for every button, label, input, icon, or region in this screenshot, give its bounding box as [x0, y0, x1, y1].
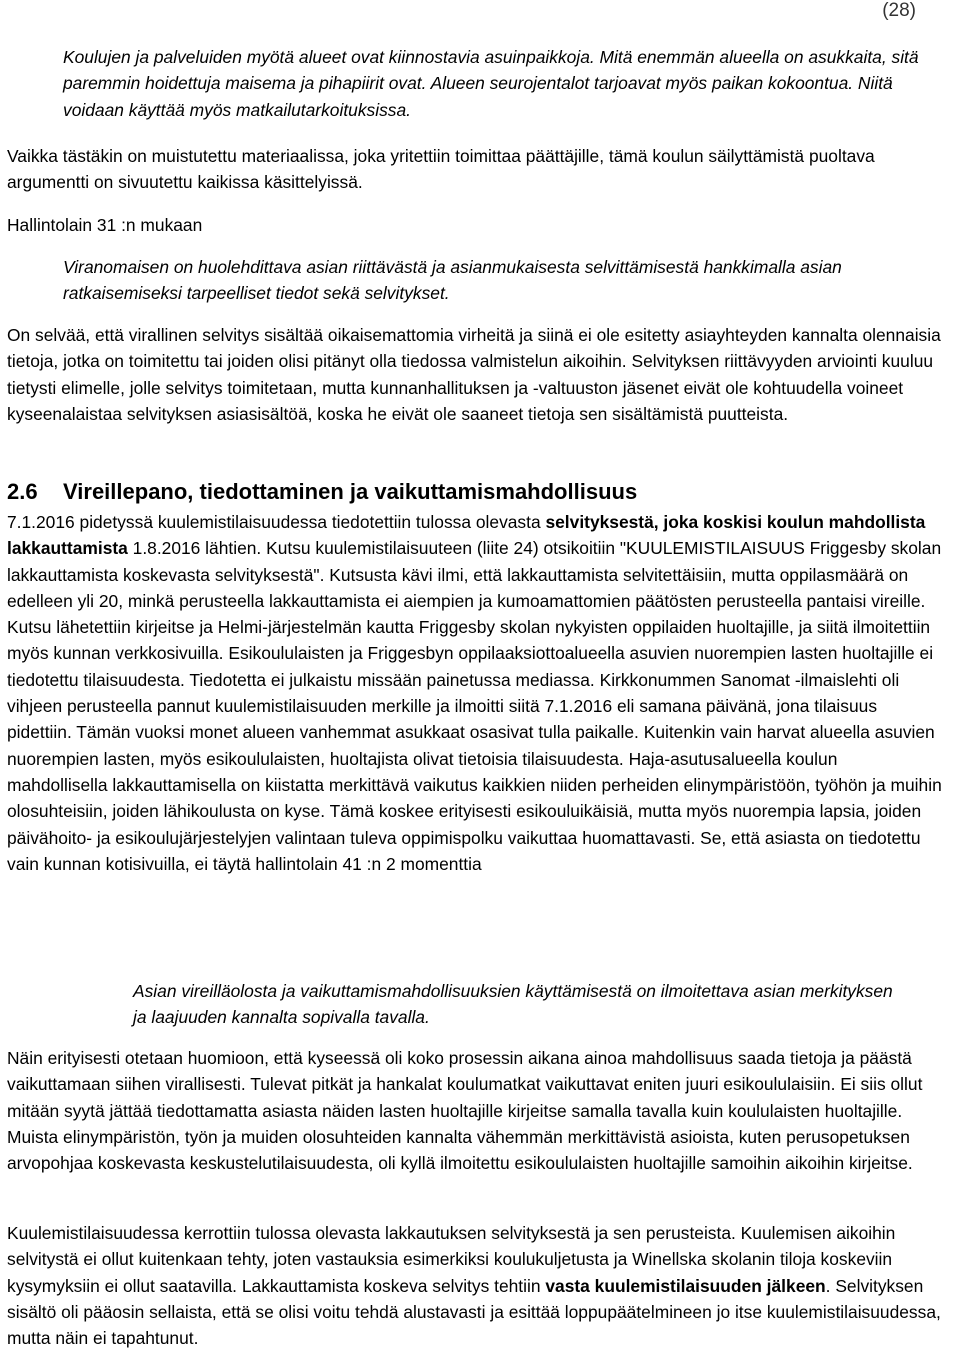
- hearing-timing-paragraph: [7, 1220, 942, 1351]
- law-quote-41: Asian vireilläolosta ja vaikuttamismahdollisuuksien käyttämisestä on ilmoitettava asian merkityksen ja laajuuden kannalta sopivalla tavalla.: [133, 981, 893, 1028]
- page-number: (28): [882, 0, 916, 21]
- hearing-paragraph: [7, 509, 942, 877]
- section-number: 2.6: [7, 479, 38, 504]
- timing-text-bold: vasta kuulemistilaisuuden jälkeen: [545, 1275, 826, 1296]
- timing-text-start: Kuulemistilaisuudessa kerrottiin tulossa olevasta lakkautuksen selvityksestä ja sen perusteista. Kuulemisen aikoihin selvitystä ei ollut kuitenkaan tehty, joten vastauksia esimerkiksi koulukuljetusta ja Winellska skolanin tiloja koskeviin kysymyksiin ei ollut saatavilla. Lakkauttamista koskeva selvitys tehtiin: [7, 1223, 896, 1296]
- section-title: Vireillepano, tiedottaminen ja vaikuttamismahdollisuus: [63, 479, 638, 504]
- law-quote-31: Viranomaisen on huolehdittava asian riittävästä ja asianmukaisesta selvittämisestä hankkimalla asian ratkaisemiseksi tarpeelliset tiedot sekä selvitykset.: [63, 257, 842, 304]
- timing-text-rest: . Selvityksen sisältö oli pääosin sellaista, että se olisi voitu tehdä alustavasti ja esittää loppupäätelmineen jo itse kuulemistilaisuudessa, mutta näin ei tapahtunut.: [7, 1275, 941, 1349]
- law-reference-line: Hallintolain 31 :n mukaan: [7, 215, 203, 235]
- argument-paragraph: Vaikka tästäkin on muistutettu materiaalissa, joka yritettiin toimittaa päättäjille, tämä koulun säilyttämistä puoltava argumentti on sivuutettu kaikissa käsittelyissä.: [7, 146, 875, 193]
- intro-paragraph: Koulujen ja palveluiden myötä alueet ovat kiinnostavia asuinpaikkoja. Mitä enemmän alueella on asukkaita, sitä paremmin hoidettuja maisema ja pihapiirit ovat. Alueen seurojentalot tarjoavat myös paikan kokoontua. Niitä voidaan käyttää myös matkailutarkoituksissa.: [63, 47, 919, 120]
- hearing-text-start: 7.1.2016 pidetyssä kuulemistilaisuudessa tiedotettiin tulossa olevasta: [7, 512, 546, 532]
- report-shortcomings-paragraph: On selvää, että virallinen selvitys sisältää oikaisemattomia virheitä ja siinä ei ole esitetty asiayhteyden kannalta olennaisia tietoja, jotka on toimitettu tai joiden olisi pitänyt olla tiedossa valmistelun aikoihin. Selvityksen riittävyyden arviointi kuuluu tietysti elimelle, jolle selvitys toimitetaan, mutta kunnanhallituksen ja -valtuuston jäsenet eivät ole kohtuudella voineet kyseenalaistaa selvityksen asiasisältöä, koska he eivät ole saaneet tietoja sen sisältämistä puutteista.: [7, 325, 941, 424]
- preschool-paragraph: Näin erityisesti otetaan huomioon, että kyseessä oli koko prosessin aikana ainoa mahdollisuus saada tietoja ja päästä vaikuttamaan siihen virallisesti. Tulevat pitkät ja hankalat koulumatkat vaikuttavat eniten juuri esikoululaisiin. Ei siis ollut mitään syytä jättää tiedottamatta asiasta näiden lasten huoltajille kirjeitse samalla tavalla kuin koululaisten huoltajille. Muista elinympäristön, työn ja muiden olosuhteiden kannalta vähemmän merkittävistä asioista, kuten perusopetuksen arvopohjaa koskevasta keskustelutilaisuudesta, oli kyllä ilmoitettu esikoululaisten huoltajille samoihin aikoihin kirjeitse.: [7, 1048, 923, 1174]
- hearing-text-rest: 1.8.2016 lähtien. Kutsu kuulemistilaisuuteen (liite 24) otsikoitiin "KUULEMISTILAISUUS Friggesby skolan lakkauttamista koskevasta selvityksestä". Kutsusta kävi ilmi, että lakkauttamista selvitettäisiin, mutta oppilasmäärä on edelleen yli 20, minkä perusteella lakkauttamista ei aiempien ja kumoamattomien päätösten perusteella pantaisi vireille. Kutsu lähetettiin kirjeitse ja Helmi-järjestelmän kautta Friggesby skolan nykyisten oppilaiden huoltajille, ja siitä ilmoitettiin myös kunnan verkkosivuilla. Esikoululaisten ja Friggesbyn oppilaaksiottoalueella asuvien nuorempien lasten huoltajille ei tiedotettu tilaisuudesta. Tiedotetta ei julkaistu missään painetussa mediassa. Kirkkonummen Sanomat -ilmaislehti oli vihjeen perusteella pannut kuulemistilaisuuden merkille ja ilmoitti siitä 7.1.2016 eli samana päivänä, jona tilaisuus pidettiin. Tämän vuoksi monet alueen vanhemmat asukkaat osasivat tulla paikalle. Kuitenkin vain harvat alueella asuvien nuorempien lasten, myös esikoululaisten, huoltajista olivat tietoisia tilaisuudesta. Haja-asutusalueella koulun mahdollisella lakkauttamisella on kiistatta merkittävä vaikutus kaikkien niiden perheiden elinympäristöön, työhön ja muihin olosuhteisiin, joiden lähikoulusta on kyse. Tämä koskee erityisesti esikouluikäisiä, mutta myös nuorempia lapsia, joiden päivähoito- ja esikoulujärjestelyjen valintaan tuleva oppimispolku vaikuttaa huomattavasti. Se, että asiasta on tiedotettu vain kunnan kotisivuilla, ei täytä hallintolain 41 :n 2 momenttia: [7, 538, 942, 874]
- section-heading: [7, 478, 637, 506]
- hearing-text-bold: selvityksestä, joka koskisi koulun mahdollista lakkauttamista: [7, 512, 926, 559]
